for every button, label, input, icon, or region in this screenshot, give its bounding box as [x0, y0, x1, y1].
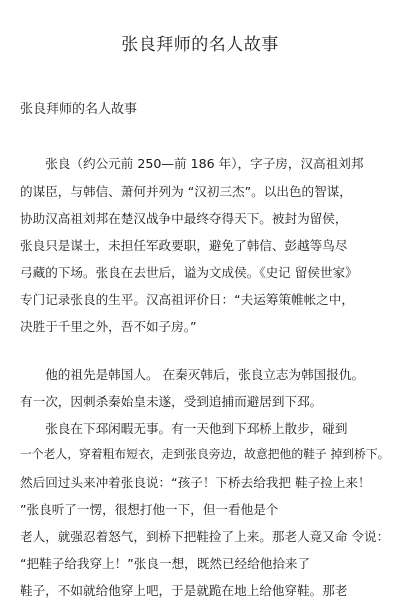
section-heading: 张良拜师的名人故事 [20, 102, 138, 117]
paragraph-line: 决胜于千里之外，吾不如子房。” [20, 319, 197, 334]
paragraph-line: 的谋臣，与韩信、萧何并列为 “汉初三杰”。以出色的智谋， [20, 184, 352, 199]
paragraph-line: 一个老人，穿着粗布短衣，走到张良旁边，故意把他的鞋子 掉到桥下。 [20, 447, 390, 461]
paragraph-line: 张良在下邳闲暇无事。有一天他到下邳桥上散步，碰到 [20, 421, 348, 436]
paragraph-line: 有一次，因刺杀秦始皇未遂，受到追捕而避居到下邳。 [20, 394, 323, 409]
paragraph-line: “把鞋子给我穿上！”张良一想，既然已经给他拾来了 [20, 556, 311, 571]
page-title: 张良拜师的名人故事 [121, 35, 279, 55]
paragraph-line: 他的祖先是韩国人。 在秦灭韩后，张良立志为韩国报仇。 [20, 367, 365, 382]
paragraph-line: 协助汉高祖刘邦在楚汉战争中最终夺得天下。被封为留侯， [20, 211, 348, 226]
paragraph-line: 张良只是谋士，未担任军政要职，避免了韩信、彭越等鸟尽 [20, 238, 348, 253]
paragraph-line: ”张良听了一愣，很想打他一下，但一看他是个 [20, 502, 279, 517]
paragraph-line: 专门记录张良的生平。汉高祖评价日：“夫运筹策帷帐之中， [20, 292, 354, 307]
paragraph-line: 鞋子，不如就给他穿上吧，于是就跪在地上给他穿鞋。那老 [20, 583, 348, 598]
paragraph-line: 张良（约公元前 250—前 186 年），字子房，汉高祖刘邦 [20, 156, 364, 171]
paragraph-line: 弓藏的下场。张良在去世后，谥为文成侯。《史记 留侯世家》 [20, 265, 358, 280]
paragraph-line: 然后回过头来冲着张良说：“孩子！下桥去给我把 鞋子捡上来！ [20, 475, 371, 490]
paragraph-line: 老人，就强忍着怒气，到桥下把鞋捡了上来。那老人竟又命 令说： [20, 529, 390, 544]
